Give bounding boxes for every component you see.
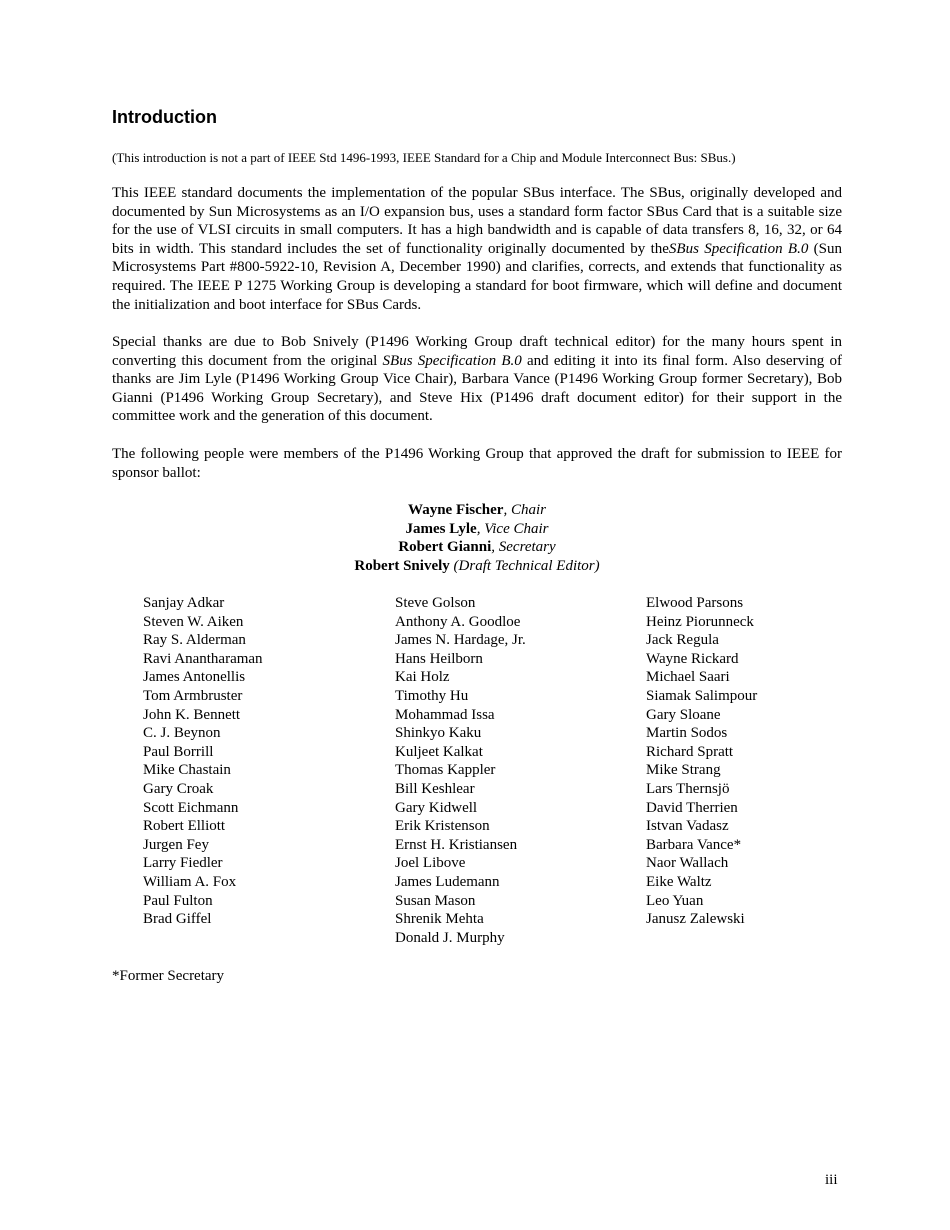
member-name: Gary Croak <box>143 780 214 797</box>
member-name: Heinz Piorunneck <box>646 613 754 630</box>
officer-role: Chair <box>510 502 546 518</box>
member-name: James Antonellis <box>143 669 246 686</box>
officer-role: Secretary <box>498 539 556 556</box>
member-name: James Ludemann <box>395 873 500 890</box>
officer-role: Vice Chair <box>484 520 549 537</box>
members-column-3 <box>646 594 757 929</box>
member-name: Anthony A. Goodloe <box>395 613 521 630</box>
officer-name: James Lyle <box>405 520 477 537</box>
member-name: Timothy Hu <box>395 687 469 704</box>
member-name: Eike Waltz <box>646 873 712 890</box>
member-name: Shrenik Mehta <box>395 911 484 928</box>
member-name: C. J. Beynon <box>143 725 221 742</box>
members-column-2 <box>395 594 526 947</box>
officer-separator: , <box>491 539 499 556</box>
member-name: David Therrien <box>646 799 738 816</box>
member-name: Larry Fiedler <box>143 855 223 872</box>
member-name: Istvan Vadasz <box>646 818 729 835</box>
officer-name: Wayne Fischer <box>408 502 504 518</box>
officer-row <box>112 501 842 520</box>
member-name: Wayne Rickard <box>646 650 739 667</box>
member-name: Hans Heilborn <box>395 650 483 667</box>
introduction-note: (This introduction is not a part of IEEE Std 1496-1993, IEEE Standard for a Chip and Module Interconnect Bus: SBus.) <box>112 150 736 165</box>
paragraph-overview-text-a: This IEEE standard documents the implementation of the popular SBus interface. The SBus, originally developed and documented by Sun Microsystems as an I/O expansion bus, uses a standard form factor SBus Card that is a suitable size for the use of VLSI circuits in small computers. It has a high bandwidth and is capable of data transfers 8, 16, 32, or 64 bits in width. This standard includes the set of functionality originally documented by the <box>112 185 842 257</box>
officer-row <box>112 538 842 557</box>
member-name: Bill Keshlear <box>395 780 475 797</box>
paragraph-thanks-text-a: Special thanks are due to Bob Snively (P1496 Working Group draft technical editor) for the many hours spent in converting this document from the original <box>112 334 842 369</box>
member-name: Leo Yuan <box>646 892 704 909</box>
member-name: Shinkyo Kaku <box>395 725 482 742</box>
spec-title: SBus Specification B.0 <box>382 352 522 369</box>
member-name: Paul Fulton <box>143 892 213 909</box>
footnote: *Former Secretary <box>112 968 225 984</box>
member-name: Mike Strang <box>646 762 721 779</box>
page-number: iii <box>825 1172 838 1188</box>
officer-separator: , <box>476 520 485 537</box>
paragraph-overview <box>112 184 842 314</box>
member-name: Siamak Salimpour <box>646 687 758 704</box>
member-name: Susan Mason <box>395 892 476 909</box>
member-name: Steven W. Aiken <box>143 613 244 630</box>
member-name: Scott Eichmann <box>143 799 239 816</box>
officer-role: (Draft Technical Editor) <box>453 557 600 574</box>
member-name: Steve Golson <box>395 595 476 611</box>
member-name: Thomas Kappler <box>395 762 496 779</box>
member-name: Kuljeet Kalkat <box>395 743 483 760</box>
paragraph-thanks <box>112 333 842 426</box>
member-name: Lars Thernsjö <box>646 780 730 797</box>
paragraph-overview-text-b: (Sun Microsystems Part #800-5922-10, Revision A, December 1990) and clarifies, corrects, and extends that functionality as required. The IEEE P 1275 Working Group is developing a standard for boot firmware, which will define and document the initialization and boot interface for SBus Cards. <box>112 240 843 313</box>
member-name: Joel Libove <box>395 855 466 872</box>
member-name: Ernst H. Kristiansen <box>395 836 518 853</box>
member-name: Paul Borrill <box>143 743 214 760</box>
member-name: Robert Elliott <box>143 818 226 835</box>
member-name: James N. Hardage, Jr. <box>395 632 526 649</box>
officer-row <box>112 557 842 576</box>
member-name: John K. Bennett <box>143 706 241 723</box>
member-name: Naor Wallach <box>646 855 729 872</box>
page-title: Introduction <box>112 107 217 127</box>
spec-title: SBus Specification B.0 <box>668 240 809 257</box>
member-name: Janusz Zalewski <box>646 911 745 928</box>
member-name: William A. Fox <box>143 873 237 890</box>
member-name: Tom Armbruster <box>143 687 243 704</box>
member-name: Mohammad Issa <box>395 706 495 723</box>
member-name: Ravi Anantharaman <box>143 650 263 667</box>
member-name: Donald J. Murphy <box>395 929 505 946</box>
member-name: Kai Holz <box>395 669 450 686</box>
officers-list <box>112 501 842 575</box>
member-name: Martin Sodos <box>646 725 728 742</box>
member-name: Barbara Vance* <box>646 836 742 853</box>
member-name: Erik Kristenson <box>395 818 490 835</box>
member-name: Richard Spratt <box>646 743 734 760</box>
officer-name: Robert Snively <box>354 557 450 574</box>
paragraph-thanks-text-b: and editing it into its final form. Also deserving of thanks are Jim Lyle (P1496 Working Group Vice Chair), Barbara Vance (P1496 Working Group former Secretary), Bob Gianni (P1496 Working Group Secretary), and Steve Hix (P1496 draft document editor) for their support in the committee work and the generation of this document. <box>112 352 842 425</box>
member-name: Mike Chastain <box>143 762 231 779</box>
members-column-1 <box>143 594 263 929</box>
member-name: Sanjay Adkar <box>143 595 225 611</box>
officer-separator: , <box>503 502 511 518</box>
member-name: Ray S. Alderman <box>143 632 246 649</box>
member-name: Jack Regula <box>646 632 719 649</box>
member-name: Jurgen Fey <box>143 836 209 853</box>
member-name: Brad Giffel <box>143 911 212 928</box>
officer-name: Robert Gianni <box>398 539 492 556</box>
officer-row <box>112 520 842 539</box>
member-name: Gary Sloane <box>646 706 721 723</box>
paragraph-members-intro: The following people were members of the P1496 Working Group that approved the draft for submission to IEEE for sponsor ballot: <box>112 446 842 481</box>
member-name: Elwood Parsons <box>646 595 744 611</box>
member-name: Michael Saari <box>646 669 730 686</box>
member-name: Gary Kidwell <box>395 799 478 816</box>
